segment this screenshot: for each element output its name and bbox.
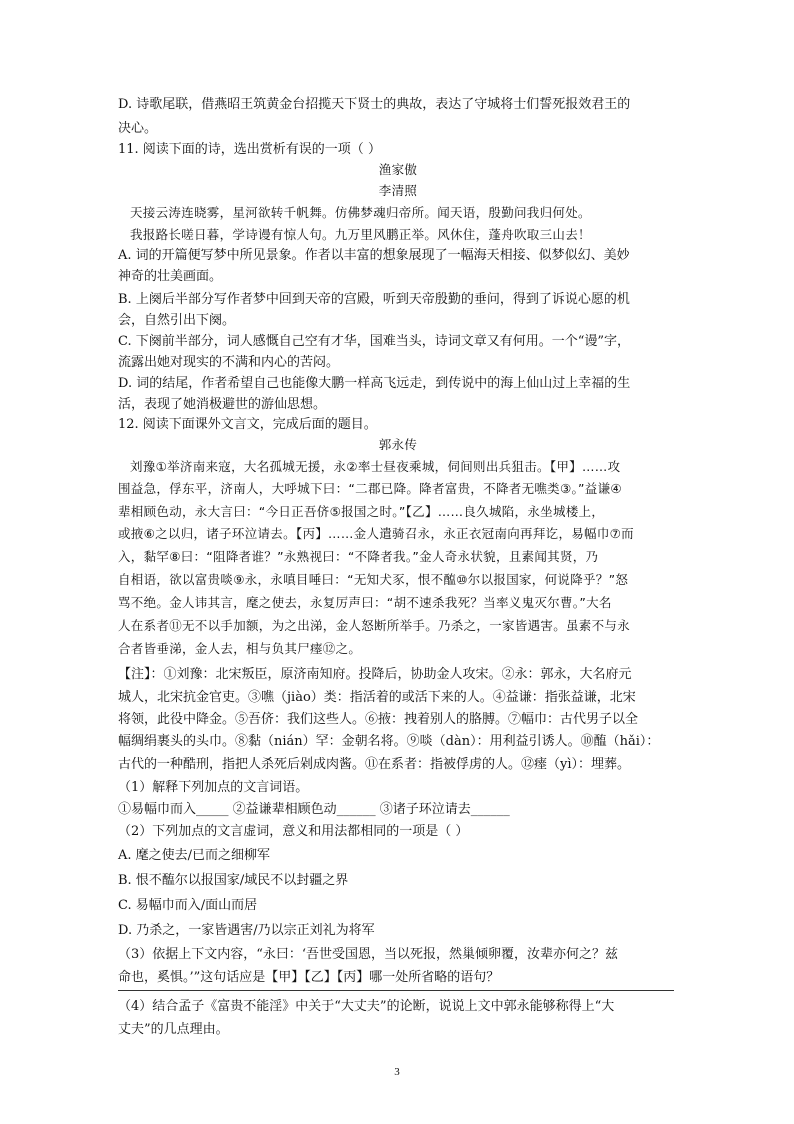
q10-option-d: D. 诗歌尾联，借燕昭王筑黄金台招揽天下贤士的典故，表达了守城将士们誓死报效君王的: [118, 97, 631, 112]
sub-question-1-blanks: ①易幅巾而入_____ ②益谦辈相顾色动______ ③诸子环泣请去______: [118, 802, 510, 817]
sub-question-2-option-d: D. 乃杀之，一家皆遇害/乃以宗正刘礼为将军: [118, 923, 375, 938]
q11-option-a-cont: 神奇的壮美画面。: [118, 269, 223, 284]
passage-line: 人在系者⑪无不以手加额，为之出涕，金人怒断所举手。乃杀之，一家皆遇害。虽素不与永: [118, 618, 631, 633]
question-12-stem: 12. 阅读下面课外文言文，完成后面的题目。: [118, 417, 377, 432]
poem-line-2: 我报路长嗟日暮，学诗谩有惊人句。九万里风鹏正举。风休住，蓬舟吹取三山去！: [130, 227, 591, 242]
passage-line: 入，黏罕⑧曰：“阻降者谁？”永熟视曰：“不降者我。”金人奇永状貌，且素闻其贤，乃: [118, 549, 599, 564]
q11-option-b-cont: 会，自然引出下阕。: [118, 313, 236, 328]
annotation-line: 城人，北宋抗金官吏。③噍（jiào）类：指活着的或活下来的人。④益谦：指张益谦，北宋: [118, 690, 636, 705]
passage-line: 或掖⑥之以归，诸子环泣请去。【丙】……金人遣骑召永，永正衣冠南向再拜讫，易幅巾⑦而: [118, 526, 634, 541]
sub-question-4: （4）结合孟子《富贵不能淫》中关于“大丈夫”的论断，说说上文中郭永能够称得上“大: [118, 999, 615, 1014]
sub-question-2: （2）下列加点的文言虚词，意义和用法都相同的一项是（ ）: [118, 824, 469, 839]
divider-line: [118, 990, 674, 991]
sub-question-2-option-a: A. 麾之使去/已而之细柳军: [118, 848, 271, 863]
sub-question-3: （3）依据上下文内容，“永曰：‘吾世受国恩，当以死报，然巢倾卵覆，汝辈亦何之？兹: [118, 947, 619, 962]
annotation-line: 古代的一种酷刑，指把人杀死后剁成肉酱。⑪在系者：指被俘虏的人。⑫瘗（yì）：埋葬。: [118, 757, 631, 772]
passage-line: 刘豫①举济南来寇，大名孤城无援，永②率士昼夜乘城，伺间则出兵狙击。【甲】……攻: [130, 459, 621, 474]
page-number: 3: [394, 1066, 400, 1078]
q11-option-c: C. 下阕前半部分，词人感慨自己空有才华，国难当头，诗词文章又有何用。一个“谩”字，: [118, 334, 631, 349]
sub-question-4-cont: 丈夫”的几点理由。: [118, 1022, 229, 1037]
sub-question-3-cont: 命也，奚惧。’”这句话应是【甲】【乙】【丙】哪一处所省略的语句？: [118, 970, 500, 985]
poem-line-1: 天接云涛连晓雾，星河欲转千帆舞。仿佛梦魂归帝所。闻天语，殷勤问我归何处。: [130, 205, 591, 220]
sub-question-2-option-b: B. 恨不醢尔以报国家/域民不以封疆之界: [118, 873, 349, 888]
passage-line: 骂不绝。金人讳其言，麾之使去，永复厉声曰：“胡不速杀我死？当率义鬼灭尔曹。”大名: [118, 595, 612, 610]
q11-option-d-cont: 活，表现了她消极避世的游仙思想。: [118, 397, 327, 412]
passage-line: 合者皆垂涕，金人去，相与负其尸瘗⑫之。: [118, 641, 362, 656]
passage-line: 自相语，欲以富贵啖⑨永，永嗔目唾曰：“无知犬豕，恨不醢⑩尔以报国家，何说降乎？”怒: [118, 572, 629, 587]
poem-title: 渔家傲: [378, 162, 418, 177]
passage-title: 郭永传: [378, 437, 418, 452]
q11-option-a: A. 词的开篇便写梦中所见景象。作者以丰富的想象展现了一幅海天相接、似梦似幻、美妙: [118, 248, 630, 263]
q10-option-d-cont: 决心。: [118, 121, 158, 136]
question-11-stem: 11. 阅读下面的诗，选出赏析有误的一项（ ）: [118, 142, 381, 157]
passage-line: 辈相顾色动，永大言曰：“今日正吾侪⑤报国之时。”【乙】……良久城陷，永坐城楼上，: [118, 504, 605, 519]
poem-author: 李清照: [378, 183, 418, 198]
q11-option-c-cont: 流露出她对现实的不满和内心的苦闷。: [118, 355, 340, 370]
annotation-line: 幅绸绢裹头的头巾。⑧黏（nián）罕：金朝名将。⑨啖（dàn）：用利益引诱人。⑩醢（hǎi）：: [118, 734, 660, 749]
sub-question-1: （1）解释下列加点的文言词语。: [118, 780, 309, 795]
annotation-line: 【注】：①刘豫：北宋叛臣，原济南知府。投降后，协助金人攻宋。②永：郭永，大名府元: [118, 667, 632, 682]
annotation-line: 将领，此役中降金。⑤吾侪：我们这些人。⑥掖：拽着别人的胳膊。⑦幅巾：古代男子以全: [118, 712, 639, 727]
passage-line: 围益急，俘东平，济南人，大呼城下曰：“二郡已降。降者富贵，不降者无噍类③。”益谦④: [118, 481, 622, 496]
q11-option-d: D. 词的结尾，作者希望自己也能像大鹏一样高飞远走，到传说中的海上仙山过上幸福的生: [118, 376, 631, 391]
q11-option-b: B. 上阕后半部分写作者梦中回到天帝的宫殿，听到天帝殷勤的垂问，得到了诉说心愿的机: [118, 292, 630, 307]
sub-question-2-option-c: C. 易幅巾而入/面山而居: [118, 898, 258, 913]
